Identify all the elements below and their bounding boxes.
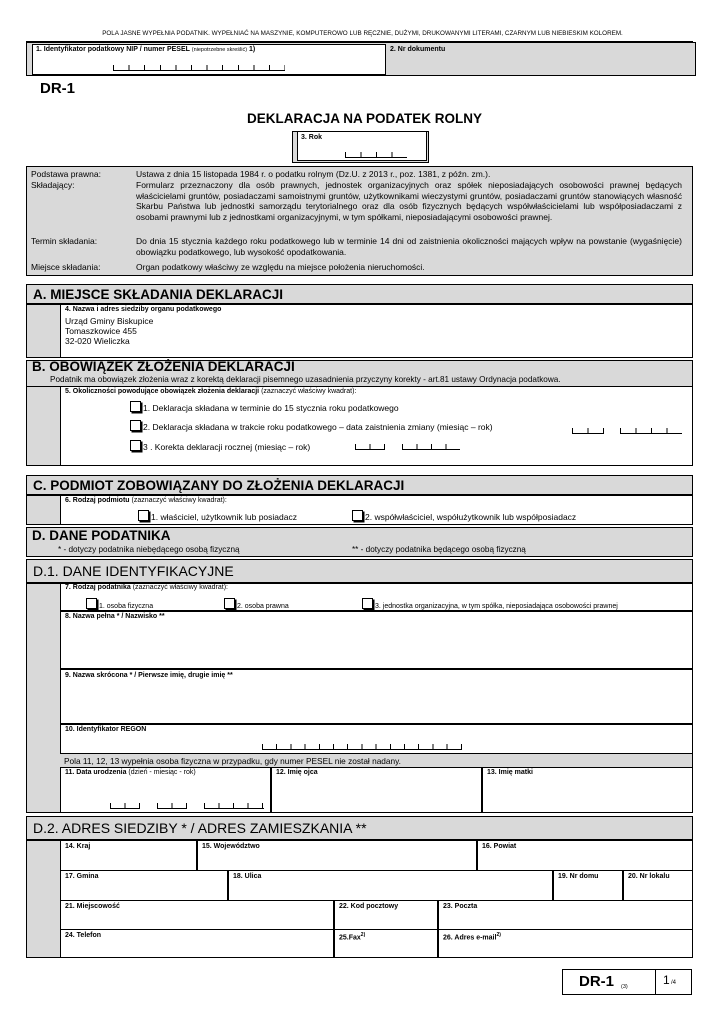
- place-label: Miejsce składania:: [31, 262, 101, 272]
- field-1-label: 1. Identyfikator podatkowy NIP / numer PESEL: [36, 46, 190, 53]
- field-7-note: (zaznaczyć właściwy kwadrat):: [132, 584, 228, 591]
- field-3-comb: [345, 152, 407, 158]
- checkbox-icon[interactable]: [362, 598, 373, 609]
- basis-text: Ustawa z dnia 15 listopada 1984 r. o podatku rolnym (Dz.U. z 2013 r., poz. 1381, z późn. zm.).: [136, 169, 491, 179]
- option-b1-label: 1. Deklaracja składana w terminie do 15 stycznia roku podatkowego: [143, 403, 399, 413]
- option-d1-1-label: 1. osoba fizyczna: [99, 603, 154, 610]
- field-19-label: 19. Nr domu: [558, 873, 599, 880]
- field-12-label: 12. Imię ojca: [276, 769, 318, 776]
- footer-form-code: DR-1: [579, 973, 615, 990]
- field-1-nip-pesel[interactable]: [32, 44, 386, 75]
- field-9-label: 9. Nazwa skrócona * / Pierwsze imię, drugie imię **: [65, 672, 233, 679]
- option-d1-3[interactable]: [362, 598, 618, 610]
- filer-label: Składający:: [31, 180, 75, 190]
- field-6-label-text: 6. Rodzaj podmiotu: [65, 497, 130, 504]
- field-13-label: 13. Imię matki: [487, 769, 533, 776]
- form-code: DR-1: [40, 80, 76, 97]
- field-18-street[interactable]: [228, 870, 553, 901]
- section-d-note-1: * - dotyczy podatnika niebędącego osobą fizyczną: [58, 545, 240, 554]
- field-26-sup: 2): [496, 932, 501, 938]
- option-b3-month-comb[interactable]: [355, 444, 385, 450]
- field-8-label: 8. Nazwa pełna * / Nazwisko **: [65, 613, 165, 620]
- field-24-label: 24. Telefon: [65, 932, 102, 939]
- option-d1-1[interactable]: [86, 598, 153, 610]
- field-2-label: 2. Nr dokumentu: [390, 46, 446, 53]
- footer-code-box: [562, 969, 692, 995]
- field-11-month-comb: [157, 803, 187, 809]
- section-d-note-2: ** - dotyczy podatnika będącego osobą fizyczną: [352, 545, 526, 554]
- field-5-label: [65, 388, 356, 395]
- section-c-header: C. PODMIOT ZOBOWIĄZANY DO ZŁOŻENIA DEKLARACJI: [26, 475, 693, 495]
- section-b-title: B. OBOWIĄZEK ZŁOŻENIA DEKLARACJI: [32, 359, 295, 374]
- field-24-phone[interactable]: [60, 929, 334, 958]
- field-25-sup: 2): [360, 932, 366, 938]
- field-14-label: 14. Kraj: [65, 843, 91, 850]
- field-10-comb: [262, 744, 462, 750]
- section-b-subtitle: Podatnik ma obowiązek złożenia wraz z korektą deklaracji pisemnego uzasadnienia przyczyny korekty - art.81 ustawy Ordynacja podatkowa.: [50, 375, 561, 384]
- field-1-note: (niepotrzebne skreślić): [191, 47, 248, 53]
- field-10-label: 10. Identyfikator REGON: [65, 726, 147, 733]
- filer-text: Formularz przeznaczony dla osób prawnych, jednostek organizacyjnych oraz spółek nieposiadających osobowości prawnej będących właścicielami gruntów, posiadaczami samoistnymi gruntów, użytkownikami wieczystymi gruntów, posiadaczami gruntów stanowiących własność Skarbu Państwa lub jednostki samorządu terytorialnego oraz dla osób fizycznych będących współwłaścicielami lub współposiadaczami z osobami prawnymi lub z jednostkami organizacyjnymi, w tym spółkami, nieposiadającymi osobowości prawnej.: [136, 180, 682, 222]
- field-20-label: 20. Nr lokalu: [628, 873, 670, 880]
- field-11-day-comb: [110, 803, 140, 809]
- checkbox-icon[interactable]: [138, 510, 149, 521]
- option-c1-label: 1. właściciel, użytkownik lub posiadacz: [151, 512, 297, 522]
- checkbox-icon[interactable]: [224, 598, 235, 609]
- field-11-label-text: 11. Data urodzenia: [65, 769, 127, 776]
- footer-code-cell: [563, 970, 656, 994]
- field-4-label: 4. Nazwa i adres siedziby organu podatkowego: [65, 306, 222, 313]
- field-22-label: 22. Kod pocztowy: [339, 903, 399, 910]
- field-1-sup: 1): [249, 46, 256, 53]
- field-3-label: 3. Rok: [301, 134, 323, 141]
- field-5-label-text: 5. Okoliczności powodujące obowiązek złożenia deklaracji: [65, 388, 260, 395]
- field-25-label: [339, 932, 365, 941]
- checkbox-icon[interactable]: [130, 420, 141, 431]
- field-16-label: 16. Powiat: [482, 843, 517, 850]
- field-18-label: 18. Ulica: [233, 873, 262, 880]
- field-26-label: [443, 932, 501, 941]
- field-6-label: [65, 497, 227, 504]
- basis-label: Podstawa prawna:: [31, 169, 101, 179]
- checkbox-icon[interactable]: [86, 598, 97, 609]
- field-26-label-text: 26. Adres e-mail: [443, 934, 497, 942]
- office-line-2: Tomaszkowice 455: [65, 326, 137, 336]
- deadline-text: Do dnia 15 stycznia każdego roku podatkowego lub w terminie 14 dni od zaistnienia okoliczności mających wpływ na powstanie (wygaśnięcie) obowiązku podatkowego, lub wysokość opodatkowania.: [136, 236, 682, 257]
- option-b1[interactable]: [130, 401, 399, 413]
- fill-instruction: POLA JASNE WYPEŁNIA PODATNIK. WYPEŁNIAĆ NA MASZYNIE, KOMPUTEROWO LUB RĘCZNIE, DUŻYMI, DRUKOWANYMI LITERAMI, CZARNYM LUB NIEBIESKIM KOLOREM.: [102, 30, 623, 37]
- option-b2[interactable]: [130, 420, 493, 432]
- section-a-header: A. MIEJSCE SKŁADANIA DEKLARACJI: [26, 284, 693, 304]
- option-b2-year-comb[interactable]: [620, 428, 682, 434]
- section-d1-header: D.1. DANE IDENTYFIKACYJNE: [26, 559, 693, 583]
- deadline-label: Termin składania:: [31, 236, 98, 246]
- footer-page-total: /4: [671, 980, 677, 986]
- option-b2-month-comb[interactable]: [572, 428, 604, 434]
- option-d1-2-label: 2. osoba prawna: [237, 603, 289, 610]
- field-7-label-text: 7. Rodzaj podatnika: [65, 584, 131, 591]
- footer-version: (3): [621, 984, 628, 990]
- option-b3-year-comb[interactable]: [402, 444, 460, 450]
- field-1-comb: [113, 65, 285, 71]
- option-b3[interactable]: [130, 440, 310, 452]
- section-d2-header: D.2. ADRES SIEDZIBY * / ADRES ZAMIESZKANIA **: [26, 816, 693, 840]
- checkbox-icon[interactable]: [130, 401, 141, 412]
- option-c1[interactable]: [138, 510, 297, 522]
- option-c2[interactable]: [352, 510, 576, 522]
- field-3-year[interactable]: [297, 131, 427, 161]
- option-c2-label: 2. współwłaściciel, współużytkownik lub współposiadacz: [365, 512, 577, 522]
- field-17-label: 17. Gmina: [65, 873, 99, 880]
- checkbox-icon[interactable]: [352, 510, 363, 521]
- field-21-label: 21. Miejscowość: [65, 903, 120, 910]
- field-11-year-comb: [204, 803, 264, 809]
- option-b3-label: 3 . Korekta deklaracji rocznej (miesiąc – rok): [143, 442, 311, 452]
- field-25-label-text: 25.Fax: [339, 934, 361, 942]
- office-line-3: 32-020 Wieliczka: [65, 336, 130, 346]
- checkbox-icon[interactable]: [130, 440, 141, 451]
- pesel-note: Pola 11, 12, 13 wypełnia osoba fizyczna w przypadku, gdy numer PESEL nie został nadany.: [64, 756, 401, 766]
- option-d1-3-label: 3. jednostka organizacyjna, w tym spółka, nieposiadająca osobowości prawnej: [375, 603, 618, 610]
- field-11-note: (dzień - miesiąc - rok): [128, 769, 196, 776]
- option-b2-label: 2. Deklaracja składana w trakcie roku podatkowego – data zaistnienia zmiany (miesiąc – rok): [143, 422, 493, 432]
- footer-page-number: 1: [663, 973, 670, 987]
- section-d-title: D. DANE PODATNIKA: [32, 528, 171, 543]
- office-line-1: Urząd Gminy Biskupice: [65, 316, 154, 326]
- form-title: DEKLARACJA NA PODATEK ROLNY: [246, 111, 482, 126]
- field-15-label: 15. Województwo: [202, 843, 260, 850]
- option-d1-2[interactable]: [224, 598, 289, 610]
- field-11-label: [65, 769, 196, 776]
- field-6-note: (zaznaczyć właściwy kwadrat):: [131, 497, 227, 504]
- field-23-label: 23. Poczta: [443, 903, 478, 910]
- field-5-note: (zaznaczyć właściwy kwadrat):: [261, 388, 357, 395]
- field-7-label: [65, 584, 228, 591]
- place-text: Organ podatkowy właściwy ze względu na miejsce położenia nieruchomości.: [136, 262, 425, 272]
